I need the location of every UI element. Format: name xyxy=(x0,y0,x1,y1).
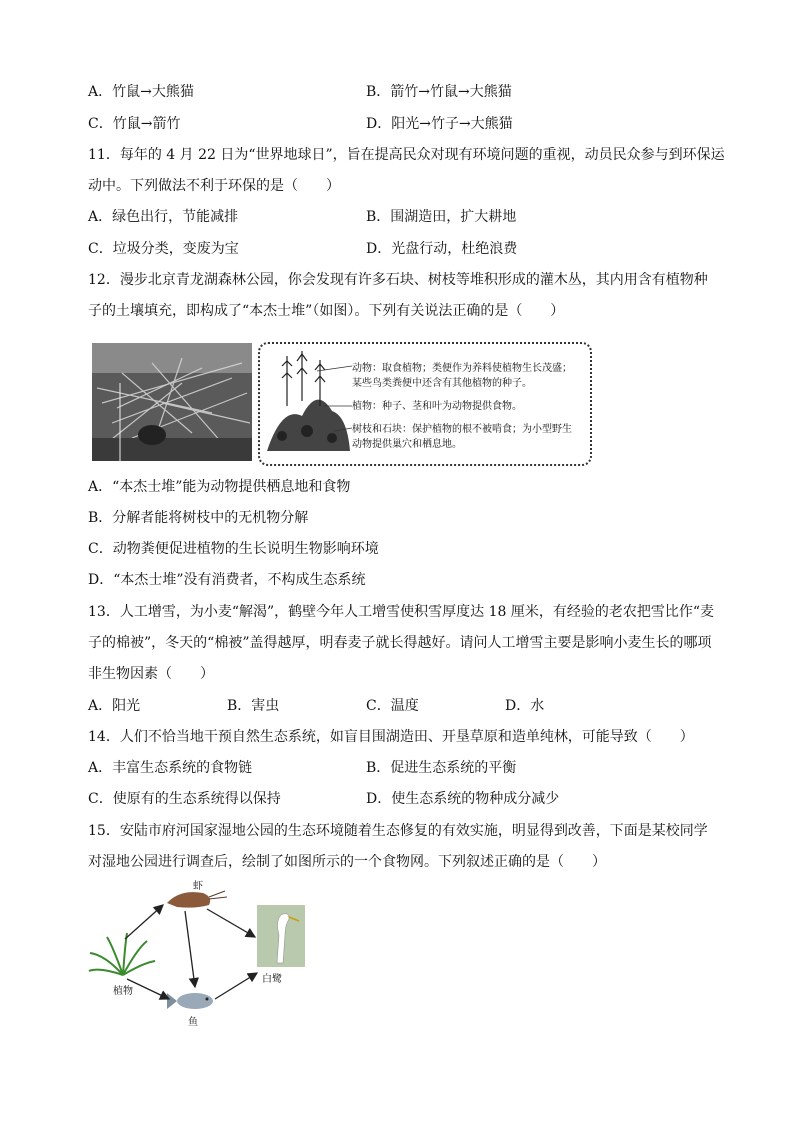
q13-option-a: A．阳光 xyxy=(88,698,141,714)
q15-stem-line1: 15．安陆市府河国家湿地公园的生态环境随着生态修复的有效实施，明显得到改善，下面是某校同学 xyxy=(88,823,708,839)
q11-option-d: D．光盘行动，杜绝浪费 xyxy=(366,241,518,257)
q12-stem-line2: 子的土壤填充，即构成了“本杰士堆”（如图）。下列有关说法正确的是（ ） xyxy=(88,303,565,319)
q12-option-d: D．“本杰士堆”没有消费者，不构成生态系统 xyxy=(88,572,366,588)
food-web-diagram xyxy=(85,875,325,1025)
q11-stem-line2: 动中。下列做法不利于环保的是（ ） xyxy=(88,178,340,194)
hedge-sketch xyxy=(262,346,354,458)
q14-option-d: D．使生态系统的物种成分减少 xyxy=(366,791,560,807)
fish-icon xyxy=(167,993,213,1009)
legend-branch-line1: 树枝和石块：保护植物的根不被啃食；为小型野生 xyxy=(352,424,572,435)
legend-animal-line1: 动物：取食植物；类便作为养料使植物生长茂盛； xyxy=(352,363,572,374)
legend-plant: 植物：种子、茎和叶为动物提供食物。 xyxy=(352,401,522,412)
q12-option-b: B．分解者能将树枝中的无机物分解 xyxy=(88,510,309,526)
q11-stem-line1: 11．每年的 4 月 22 日为“世界地球日”，旨在提高民众对现有环境问题的重视，动员民众参与到环保运 xyxy=(88,147,725,163)
q14-option-c: C．使原有的生态系统得以保持 xyxy=(88,791,281,807)
q12-option-a: A．“本杰士堆”能为动物提供栖息地和食物 xyxy=(88,479,351,495)
q11-option-b: B．围湖造田，扩大耕地 xyxy=(366,209,517,225)
q12-option-c: C．动物粪便促进植物的生长说明生物影响环境 xyxy=(88,541,379,557)
q15-stem-line2: 对湿地公园进行调查后，绘制了如图所示的一个食物网。下列叙述正确的是（ ） xyxy=(88,854,606,870)
q13-option-d: D．水 xyxy=(505,698,545,714)
q13-option-b: B．害虫 xyxy=(227,698,280,714)
egret-icon xyxy=(257,905,305,967)
plant-icon xyxy=(89,933,155,975)
q12-stem-line1: 12．漫步北京青龙湖森林公园，你会发现有许多石块、树枝等堆积形成的灌木丛，其内用含有植物种 xyxy=(88,272,708,288)
q10-option-d: D．阳光→竹子→大熊猫 xyxy=(366,116,513,132)
legend-animal-line2: 某些鸟类粪便中还含有其他植物的种子。 xyxy=(352,378,532,389)
q14-stem-line1: 14．人们不恰当地干预自然生态系统，如盲目围湖造田、开垦草原和造单纯林，可能导致（ ） xyxy=(88,729,694,745)
q10-option-a: A．竹鼠→大熊猫 xyxy=(88,84,194,100)
label-shrimp: 虾 xyxy=(193,881,203,892)
label-plant: 植物 xyxy=(113,986,133,997)
q11-option-a: A．绿色出行，节能减排 xyxy=(88,209,239,225)
q13-stem-line1: 13．人工增雪，为小麦“解渴”，鹤壁今年人工增雪使积雪厚度达 18 厘米，有经验的老农把雪比作“麦 xyxy=(88,604,714,620)
q13-stem-line2: 子的棉被”，冬天的“棉被”盖得越厚，明春麦子就长得越好。请问人工增雪主要是影响小麦生长的哪项 xyxy=(88,635,712,651)
q11-option-c: C．垃圾分类，变废为宝 xyxy=(88,241,239,257)
q14-option-a: A．丰富生态系统的食物链 xyxy=(88,760,253,776)
benjes-hedge-photo xyxy=(92,343,252,461)
label-fish: 鱼 xyxy=(188,1017,198,1028)
q10-option-b: B．箭竹→竹鼠→大熊猫 xyxy=(366,84,512,100)
shrimp-icon xyxy=(167,891,227,908)
q10-option-c: C．竹鼠→箭竹 xyxy=(88,116,181,132)
label-egret: 白鹭 xyxy=(262,974,282,985)
legend-branch-line2: 动物提供巢穴和栖息地。 xyxy=(352,439,462,450)
q13-stem-line3: 非生物因素（ ） xyxy=(88,666,214,682)
q13-option-c: C．温度 xyxy=(366,698,419,714)
q14-option-b: B．促进生态系统的平衡 xyxy=(366,760,517,776)
